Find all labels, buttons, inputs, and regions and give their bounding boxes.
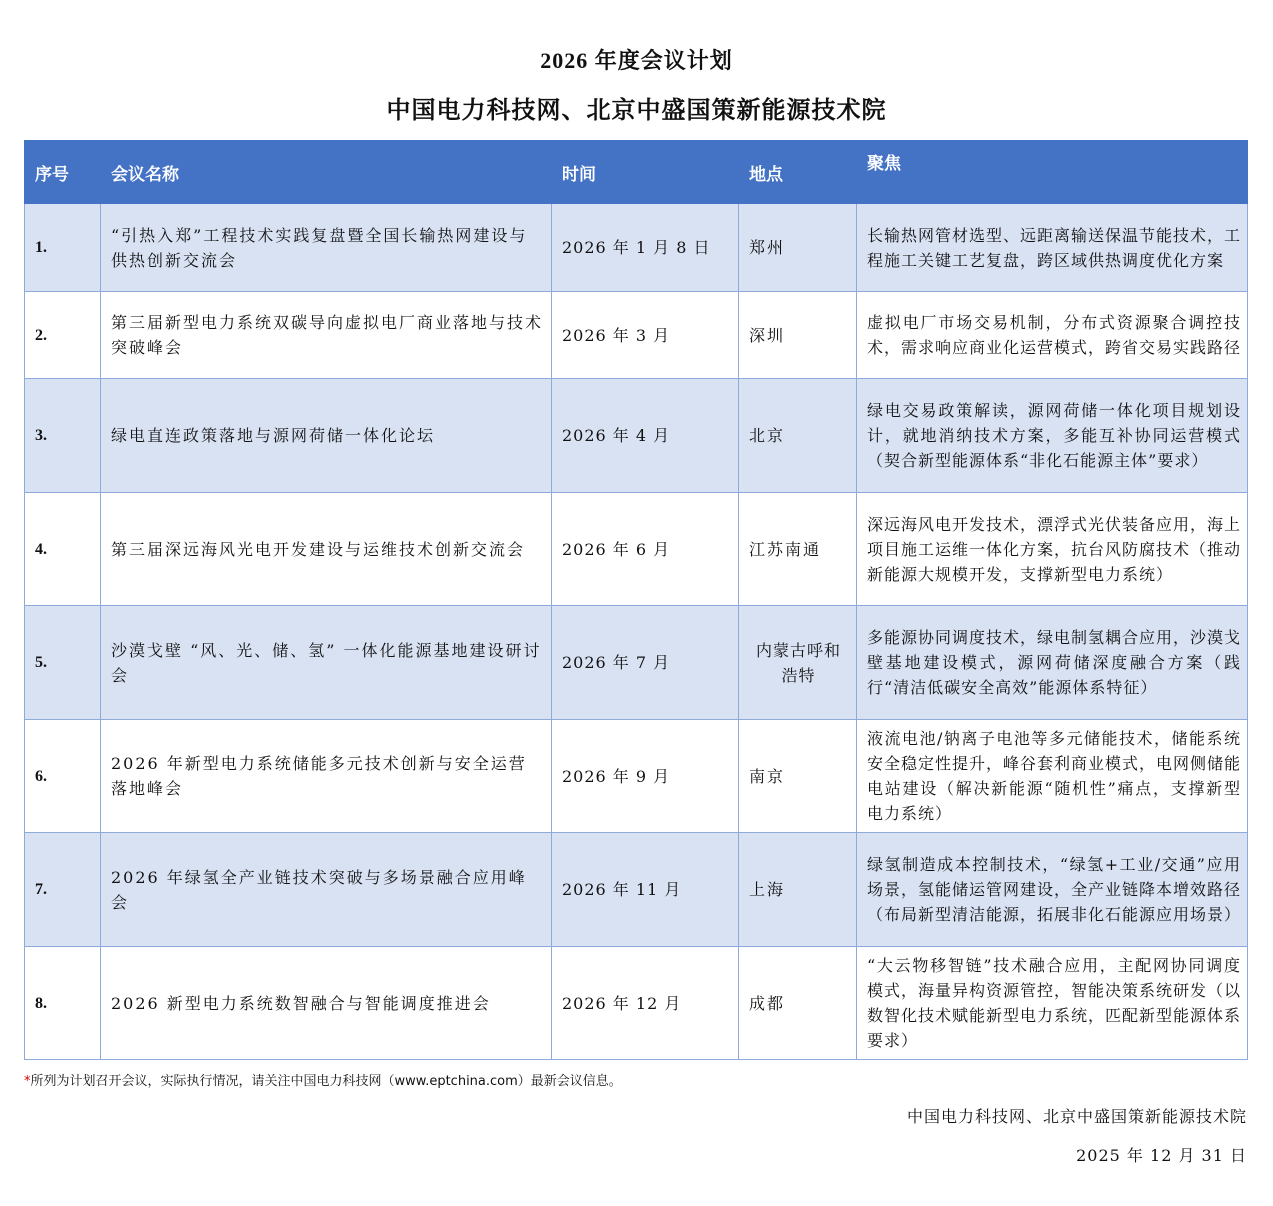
table-row (25, 606, 1248, 720)
row-time: 2026 年 9 月 (552, 720, 739, 833)
header-num: 序号 (25, 141, 101, 204)
row-num: 1. (25, 204, 101, 292)
row-time: 2026 年 3 月 (552, 292, 739, 379)
row-focus: 虚拟电厂市场交易机制，分布式资源聚合调控技术，需求响应商业化运营模式，跨省交易实践路径 (857, 292, 1248, 379)
row-focus: 绿氢制造成本控制技术，“绿氢+工业/交通”应用场景，氢能储运管网建设，全产业链降本增效路径（布局新型清洁能源，拓展非化石能源应用场景） (857, 833, 1248, 947)
table-row (25, 379, 1248, 493)
signature-org: 中国电力科技网、北京中盛国策新能源技术院 (906, 1107, 1247, 1126)
row-location: 郑州 (739, 204, 857, 292)
row-name: “引热入郑”工程技术实践复盘暨全国长输热网建设与供热创新交流会 (101, 204, 552, 292)
row-name: 第三届深远海风光电开发建设与运维技术创新交流会 (101, 493, 552, 606)
row-name: 绿电直连政策落地与源网荷储一体化论坛 (101, 379, 552, 493)
document-title: 2026 年度会议计划 (540, 48, 733, 73)
table-row (25, 292, 1248, 379)
row-focus: 深远海风电开发技术，漂浮式光伏装备应用，海上项目施工运维一体化方案，抗台风防腐技术（推动新能源大规模开发，支撑新型电力系统） (857, 493, 1248, 606)
row-location: 南京 (739, 720, 857, 833)
row-num: 3. (25, 379, 101, 493)
row-time: 2026 年 6 月 (552, 493, 739, 606)
row-name: 第三届新型电力系统双碳导向虚拟电厂商业落地与技术突破峰会 (101, 292, 552, 379)
table-header-row (25, 141, 1248, 204)
row-location: 北京 (739, 379, 857, 493)
footnote (24, 1070, 622, 1089)
row-location: 成都 (739, 947, 857, 1060)
row-focus: 液流电池/钠离子电池等多元储能技术，储能系统安全稳定性提升，峰谷套利商业模式，电网侧储能电站建设（解决新能源“随机性”痛点，支撑新型电力系统） (857, 720, 1248, 833)
row-time: 2026 年 4 月 (552, 379, 739, 493)
row-focus: 绿电交易政策解读，源网荷储一体化项目规划设计，就地消纳技术方案，多能互补协同运营模式（契合新型能源体系“非化石能源主体”要求） (857, 379, 1248, 493)
row-time: 2026 年 7 月 (552, 606, 739, 720)
row-location: 深圳 (739, 292, 857, 379)
row-num: 2. (25, 292, 101, 379)
meeting-plan-table (24, 140, 1248, 1060)
row-time: 2026 年 12 月 (552, 947, 739, 1060)
row-name: 2026 年绿氢全产业链技术突破与多场景融合应用峰会 (101, 833, 552, 947)
row-location: 江苏南通 (739, 493, 857, 606)
row-name: 沙漠戈壁 “风、光、储、氢” 一体化能源基地建设研讨会 (101, 606, 552, 720)
row-name: 2026 年新型电力系统储能多元技术创新与安全运营落地峰会 (101, 720, 552, 833)
row-location: 上海 (739, 833, 857, 947)
row-location: 内蒙古呼和浩特 (739, 606, 857, 720)
table-row (25, 493, 1248, 606)
row-name: 2026 新型电力系统数智融合与智能调度推进会 (101, 947, 552, 1060)
header-focus: 聚焦 (857, 141, 1248, 204)
table-row (25, 947, 1248, 1060)
row-time: 2026 年 11 月 (552, 833, 739, 947)
row-time: 2026 年 1 月 8 日 (552, 204, 739, 292)
row-num: 4. (25, 493, 101, 606)
header-location: 地点 (739, 141, 857, 204)
row-focus: 多能源协同调度技术，绿电制氢耦合应用，沙漠戈壁基地建设模式，源网荷储深度融合方案（践行“清洁低碳安全高效”能源体系特征） (857, 606, 1248, 720)
row-focus: 长输热网管材选型、远距离输送保温节能技术，工程施工关键工艺复盘，跨区域供热调度优化方案 (857, 204, 1248, 292)
table-row (25, 720, 1248, 833)
document-subtitle: 中国电力科技网、北京中盛国策新能源技术院 (386, 98, 887, 124)
header-time: 时间 (552, 141, 739, 204)
footnote-star: * (24, 1074, 31, 1089)
footnote-text: 所列为计划召开会议，实际执行情况，请关注中国电力科技网（www.eptchina.com）最新会议信息。 (30, 1074, 622, 1089)
row-num: 5. (25, 606, 101, 720)
row-num: 8. (25, 947, 101, 1060)
table-row (25, 833, 1248, 947)
row-num: 6. (25, 720, 101, 833)
row-focus: “大云物移智链”技术融合应用，主配网协同调度模式，海量异构资源管控，智能决策系统研发（以数智化技术赋能新型电力系统，匹配新型能源体系要求） (857, 947, 1248, 1060)
row-num: 7. (25, 833, 101, 947)
table-row (25, 204, 1248, 292)
header-name: 会议名称 (101, 141, 552, 204)
signature-date: 2025 年 12 月 31 日 (1076, 1146, 1247, 1165)
